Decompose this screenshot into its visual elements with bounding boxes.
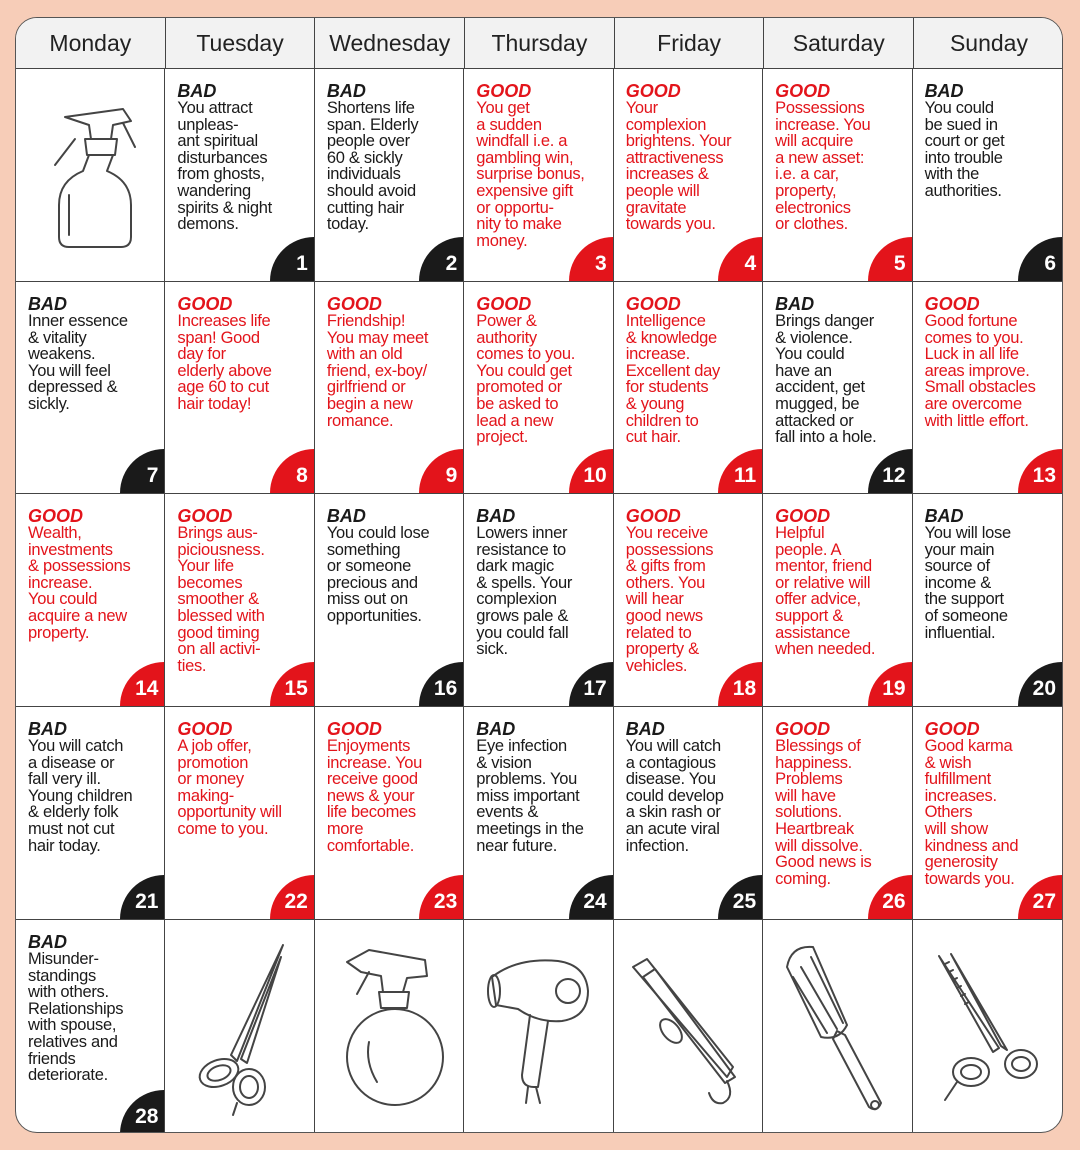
day-cell-3	[464, 69, 613, 282]
day-verdict: GOOD	[924, 294, 980, 314]
day-verdict: GOOD	[476, 81, 532, 101]
day-number-badge: 23	[419, 875, 463, 919]
day-description: You get a sudden windfall i.e. a gambling win, surprise bonus, expensive gift or opportu- nity to make money.	[476, 99, 585, 250]
day-number-badge: 19	[868, 662, 912, 706]
round-brush-icon	[777, 937, 897, 1117]
day-cell-8	[165, 282, 314, 494]
day-description: Good fortune comes to you. Luck in all life areas improve. Small obstacles are overcome with little effort.	[924, 312, 1036, 430]
day-description: Your complexion brightens. Your attractiveness increases & people will gravitate towards you.	[625, 99, 732, 234]
weekday-saturday: Saturday	[764, 18, 914, 68]
day-cell-1	[165, 69, 314, 282]
day-description: You will catch a disease or fall very ill. Young children & elderly folk must not cut hair today.	[28, 737, 133, 855]
day-verdict: BAD	[775, 294, 815, 314]
weekday-tuesday: Tuesday	[166, 18, 316, 68]
day-description: Brings danger & violence. You could have an accident, get mugged, be attacked or fall into a hole.	[775, 312, 877, 447]
day-verdict: GOOD	[775, 81, 831, 101]
day-description: You will lose your main source of income & the support of someone influential.	[924, 524, 1011, 642]
thinning-shears-icon	[927, 942, 1047, 1112]
day-number-badge: 22	[270, 875, 314, 919]
day-verdict: GOOD	[625, 81, 681, 101]
day-description: Power & authority comes to you. You could get promoted or be asked to lead a new project.	[476, 312, 576, 447]
day-verdict: GOOD	[625, 506, 681, 526]
day-description: Wealth, investments & possessions increase. You could acquire a new property.	[28, 524, 131, 642]
flat-iron-icon	[623, 947, 753, 1107]
day-number-badge: 14	[120, 662, 164, 706]
day-cell-28	[16, 920, 165, 1133]
day-verdict: BAD	[326, 81, 366, 101]
day-cell-24	[464, 707, 613, 920]
day-number-badge: 21	[120, 875, 164, 919]
day-verdict: BAD	[625, 719, 665, 739]
day-verdict: GOOD	[177, 294, 233, 314]
day-number-badge: 4	[718, 237, 762, 281]
weekday-friday: Friday	[615, 18, 765, 68]
tool-illustration-cell	[165, 920, 314, 1133]
day-cell-6	[913, 69, 1062, 282]
day-cell-14	[16, 494, 165, 707]
tool-illustration-cell	[315, 920, 464, 1133]
tool-illustration-cell	[464, 920, 613, 1133]
day-cell-10	[464, 282, 613, 494]
day-verdict: GOOD	[177, 719, 233, 739]
day-description: Blessings of happiness. Problems will have solutions. Heartbreak will dissolve. Good news is coming.	[775, 737, 872, 888]
day-cell-23	[315, 707, 464, 920]
day-cell-22	[165, 707, 314, 920]
day-number-badge: 18	[718, 662, 762, 706]
day-number-badge: 11	[718, 449, 762, 493]
day-verdict: GOOD	[775, 719, 831, 739]
day-description: A job offer, promotion or money making- opportunity will come to you.	[177, 737, 282, 838]
weekday-thursday: Thursday	[465, 18, 615, 68]
weekday-monday: Monday	[16, 18, 166, 68]
day-cell-11	[614, 282, 763, 494]
day-number-badge: 15	[270, 662, 314, 706]
day-cell-16	[315, 494, 464, 707]
day-verdict: BAD	[924, 506, 964, 526]
day-number-badge: 20	[1018, 662, 1062, 706]
day-verdict: BAD	[28, 719, 67, 739]
day-number-badge: 12	[868, 449, 912, 493]
day-description: Inner essence & vitality weakens. You will feel depressed & sickly.	[28, 312, 128, 413]
day-description: Possessions increase. You will acquire a new asset: i.e. a car, property, electronics or clothes.	[775, 99, 871, 234]
day-verdict: GOOD	[476, 294, 532, 314]
spray-bottle-icon	[35, 95, 145, 255]
day-description: Enjoyments increase. You receive good news & your life becomes more comfortable.	[326, 737, 423, 855]
day-cell-5	[763, 69, 912, 282]
day-number-badge: 6	[1018, 237, 1062, 281]
day-cell-2	[315, 69, 464, 282]
day-cell-19	[763, 494, 912, 707]
day-number-badge: 16	[419, 662, 463, 706]
day-description: Helpful people. A mentor, friend or relative will offer advice, support & assistance when needed.	[775, 524, 876, 659]
day-number-badge: 9	[419, 449, 463, 493]
hair-dryer-icon	[478, 947, 598, 1107]
day-number-badge: 5	[868, 237, 912, 281]
day-cell-18	[614, 494, 763, 707]
day-cell-9	[315, 282, 464, 494]
day-verdict: BAD	[924, 81, 964, 101]
day-number-badge: 8	[270, 449, 314, 493]
weekday-header	[16, 18, 1062, 69]
day-verdict: GOOD	[326, 294, 382, 314]
weekday-wednesday: Wednesday	[315, 18, 465, 68]
day-verdict: BAD	[476, 719, 516, 739]
day-verdict: GOOD	[28, 506, 84, 526]
day-number-badge: 10	[569, 449, 613, 493]
day-description: Friendship! You may meet with an old friend, ex-boy/ girlfriend or begin a new romance.	[326, 312, 429, 430]
day-verdict: GOOD	[924, 719, 980, 739]
weekday-sunday: Sunday	[949, 29, 1028, 56]
day-cell-26	[763, 707, 912, 920]
day-verdict: GOOD	[177, 506, 233, 526]
day-verdict: BAD	[476, 506, 516, 526]
day-number-badge: 2	[419, 237, 463, 281]
day-description: Eye infection & vision problems. You miss important events & meetings in the near future.	[476, 737, 584, 855]
day-description: Misunder- standings with others. Relationships with spouse, relatives and friends deteriorate.	[28, 950, 124, 1085]
day-cell-7	[16, 282, 165, 494]
day-cell-15	[165, 494, 314, 707]
day-description: Lowers inner resistance to dark magic & spells. Your complexion grows pale & you could fall sick.	[476, 524, 573, 659]
day-number-badge: 26	[868, 875, 912, 919]
day-cell-13	[913, 282, 1062, 494]
hair-cutting-calendar	[15, 17, 1063, 1133]
tool-illustration-cell	[763, 920, 912, 1133]
day-description: Shortens life span. Elderly people over 60 & sickly individuals should avoid cutting hair today.	[326, 99, 419, 234]
day-description: You could lose something or someone precious and miss out on opportunities.	[326, 524, 430, 625]
day-description: You could be sued in court or get into trouble with the authorities.	[924, 99, 1005, 200]
day-number-badge: 28	[120, 1090, 164, 1133]
day-description: You receive possessions & gifts from others. You will hear good news related to property & vehicles.	[625, 524, 714, 675]
day-cell-21	[16, 707, 165, 920]
scissors-icon	[185, 937, 295, 1117]
day-verdict: BAD	[28, 294, 67, 314]
day-verdict: BAD	[28, 932, 67, 952]
day-number-badge: 7	[120, 449, 164, 493]
day-verdict: GOOD	[775, 506, 831, 526]
day-description: You attract unpleas- ant spiritual disturbances from ghosts, wandering spirits & night demons.	[177, 99, 272, 234]
day-number-badge: 1	[270, 237, 314, 281]
day-number-badge: 24	[569, 875, 613, 919]
day-number-badge: 17	[569, 662, 613, 706]
day-cell-25	[614, 707, 763, 920]
day-cell-20	[913, 494, 1062, 707]
tool-illustration-cell	[614, 920, 763, 1133]
day-description: You will catch a contagious disease. You could develop a skin rash or an acute viral infection.	[625, 737, 724, 855]
day-number-badge: 27	[1018, 875, 1062, 919]
calendar-grid	[16, 69, 1062, 1133]
spray-bottle-round-icon	[329, 942, 449, 1112]
tool-illustration-cell	[16, 69, 165, 282]
day-cell-12	[763, 282, 912, 494]
day-number-badge: 3	[569, 237, 613, 281]
day-description: Good karma & wish fulfillment increases. Others will show kindness and generosity towards you.	[924, 737, 1019, 888]
day-verdict: BAD	[177, 81, 217, 101]
day-verdict: GOOD	[326, 719, 382, 739]
day-verdict: GOOD	[625, 294, 681, 314]
day-cell-27	[913, 707, 1062, 920]
tool-illustration-cell	[913, 920, 1062, 1133]
day-number-badge: 13	[1018, 449, 1062, 493]
day-description: Intelligence & knowledge increase. Excellent day for students & young children to cut hair.	[625, 312, 720, 447]
day-cell-4	[614, 69, 763, 282]
day-number-badge: 25	[718, 875, 762, 919]
day-verdict: BAD	[326, 506, 366, 526]
day-cell-17	[464, 494, 613, 707]
day-description: Increases life span! Good day for elderly above age 60 to cut hair today!	[177, 312, 272, 413]
day-description: Brings aus- piciousness. Your life becomes smoother & blessed with good timing on all activi- ties.	[177, 524, 265, 675]
